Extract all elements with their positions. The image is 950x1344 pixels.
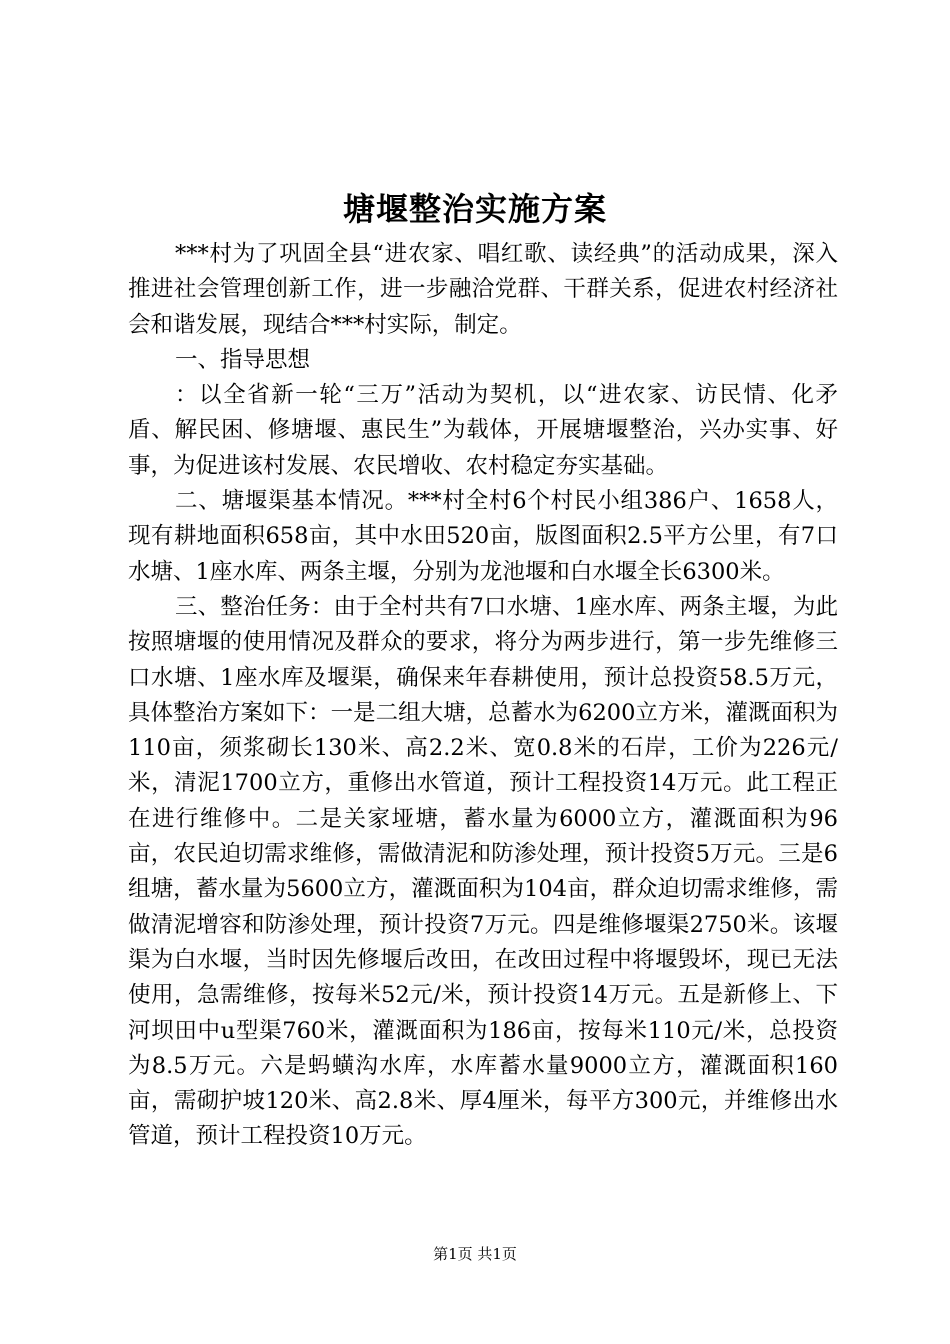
guiding-ideology-paragraph: ：以全省新一轮“三万”活动为契机，以“进农家、访民情、化矛盾、解民困、修塘堰、惠民生”为载体，开展塘堰整治，兴办实事、好事，为促进该村发展、农民增收、农村稳定夯实基础。 [128,382,838,479]
basic-situation-paragraph: 二、塘堰渠基本情况。***村全村6个村民小组386户、1658人，现有耕地面积658亩，其中水田520亩，版图面积2.5平方公里，有7口水塘、1座水库、两条主堰，分别为龙池堰和白水堰全长6300米。 [128,488,838,585]
rectification-tasks-paragraph: 三、整治任务：由于全村共有7口水塘、1座水库、两条主堰，为此按照塘堰的使用情况及群众的要求，将分为两步进行，第一步先维修三口水塘、1座水库及堰渠，确保来年春耕使用，预计总投资58.5万元，具体整治方案如下：一是二组大塘，总蓄水为6200立方米，灌溉面积为110亩，须浆砌长130米、高2.2米、宽0.8米的石岸，工价为226元/米，清泥1700立方，重修出水管道，预计工程投资14万元。此工程正在进行维修中。二是关家垭塘，蓄水量为6000立方，灌溉面积为96亩，农民迫切需求维修，需做清泥和防渗处理，预计投资5万元。三是6组塘，蓄水量为5600立方，灌溉面积为104亩，群众迫切需求维修，需做清泥增容和防渗处理，预计投资7万元。四是维修堰渠2750米。该堰渠为白水堰，当时因先修堰后改田，在改田过程中将堰毁坏，现已无法使用，急需维修，按每米52元/米，预计投资14万元。五是新修上、下河坝田中u型渠760米，灌溉面积为186亩，按每米110元/米，总投资为8.5万元。六是蚂蟥沟水库，水库蓄水量9000立方，灌溉面积160亩，需砌护坡120米、高2.8米、厚4厘米，每平方300元，并维修出水管道，预计工程投资10万元。 [128,593,838,1150]
document-title: 塘堰整治实施方案 [342,190,607,228]
page-footer: 第1页 共1页 [433,1245,517,1263]
intro-paragraph: ***村为了巩固全县“进农家、唱红歌、读经典”的活动成果，深入推进社会管理创新工作，进一步融洽党群、干群关系，促进农村经济社会和谐发展，现结合***村实际，制定。 [128,241,838,338]
document-body [128,237,838,1155]
section-heading-guiding-ideology: 一、指导思想 [175,346,311,373]
